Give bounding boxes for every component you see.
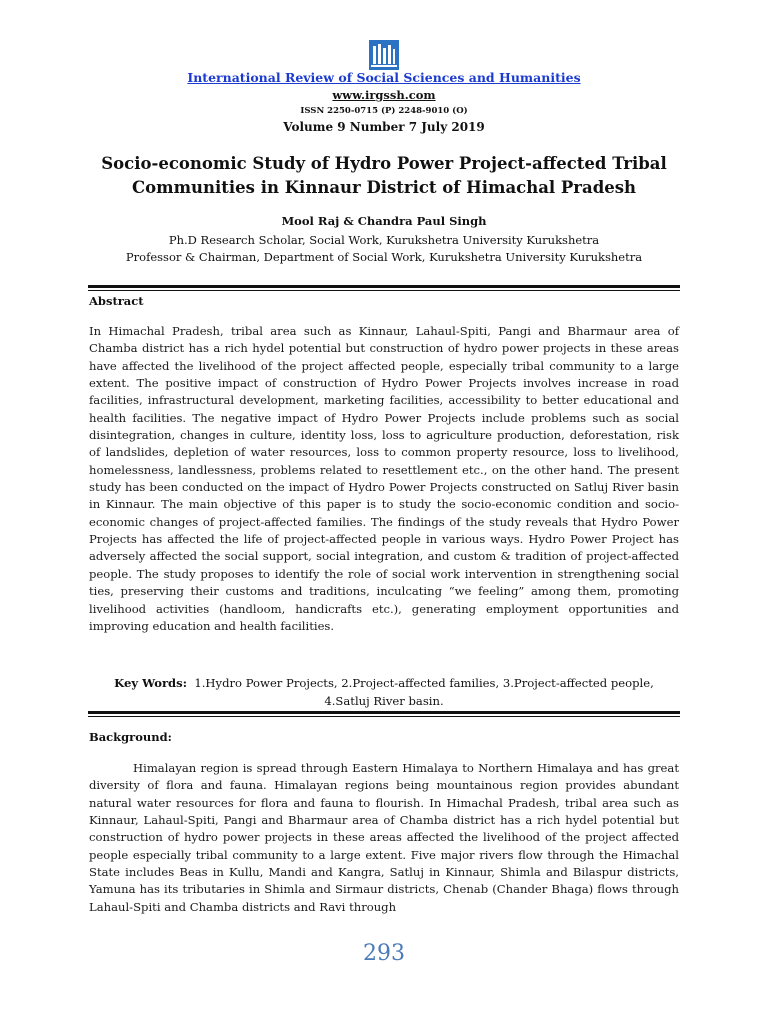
divider-thin-top xyxy=(88,290,680,291)
volume-line: Volume 9 Number 7 July 2019 xyxy=(283,120,485,134)
divider-thick-bottom xyxy=(88,711,680,714)
affiliation-2: Professor & Chairman, Department of Social Work, Kurukshetra University Kurukshetra xyxy=(125,250,643,264)
divider-thin-bottom xyxy=(88,716,680,717)
keywords-label: Key Words: xyxy=(114,676,187,690)
background-text: Himalayan region is spread through Eastern Himalaya to Northern Himalaya and has great diversity of flora and fauna. Himalayan regions being mountainous region provides abundant natural water resources for flora and fauna to flourish. In Himachal Pradesh, tribal area such as Kinnaur, Lahaul-Spiti, Pangi and Bharmaur area of Chamba district has a rich hydel potential but construction of hydro power projects in these areas affected the livelihood of the project affected people especially tribal community to a large extent. Five major rivers flow through the Himachal State includes Beas in Kullu, Mandi and Kangra, Satluj in Kinnaur, Shimla and Bilaspur districts, Yamuna has its tributaries in Shimla and Sirmaur districts, Chenab (Chander Bhaga) flows through Lahaul-Spiti and Chamba districts and Ravi through xyxy=(89,761,679,914)
authors: Mool Raj & Chandra Paul Singh xyxy=(281,214,487,228)
article-title xyxy=(60,152,708,200)
background-heading: Background: xyxy=(89,730,172,744)
divider-thick-top xyxy=(88,285,680,288)
keywords-line-1: 1.Hydro Power Projects, 2.Project-affected families, 3.Project-affected people, xyxy=(194,676,654,690)
article-title-line-1: Socio-economic Study of Hydro Power Project-affected Tribal xyxy=(101,154,667,173)
affiliation-1: Ph.D Research Scholar, Social Work, Kurukshetra University Kurukshetra xyxy=(168,233,600,247)
abstract-heading: Abstract xyxy=(89,294,144,308)
page-number: 293 xyxy=(363,941,405,966)
abstract-text: In Himachal Pradesh, tribal area such as Kinnaur, Lahaul-Spiti, Pangi and Bharmaur area of Chamba district has a rich hydel potential but construction of hydro power projects in these areas have affected the livelihood of the project affected people, especially tribal community to a large extent. The positive impact of construction of Hydro Power Projects involves increase in road facilities, infrastructural development, marketing facilities, accessibility to better educational and health facilities. The negative impact of Hydro Power Projects include problems such as social disintegration, changes in culture, identity loss, loss to agriculture production, deforestation, risk of landslides, depletion of water resources, loss to common property resource, loss to livelihood, homelessness, landlessness, problems related to resettlement etc., on the other hand. The present study has been conducted on the impact of Hydro Power Projects constructed on Satluj River basin in Kinnaur. The main objective of this paper is to study the socio-economic condition and socio-economic changes of project-affected families. The findings of the study reveals that Hydro Power Projects has affected the life of project-affected people in various ways. Hydro Power Project has adversely affected the social support, social integration, and custom & tradition of project-affected people. The study proposes to identify the role of social work intervention in strengthening social ties, preserving their customs and traditions, inculcating “we feeling” among them, promoting livelihood activities (handloom, handicrafts etc.), generating employment opportunities and improving education and health facilities. xyxy=(89,324,679,633)
journal-title-link[interactable]: International Review of Social Sciences and Humanities xyxy=(187,70,581,85)
journal-logo-icon xyxy=(369,40,399,70)
keywords-block xyxy=(89,675,679,710)
issn-line: ISSN 2250-0715 (P) 2248-9010 (O) xyxy=(300,106,468,116)
keywords-line-2: 4.Satluj River basin. xyxy=(324,693,444,708)
journal-website-link[interactable]: www.irgssh.com xyxy=(332,88,436,102)
article-title-line-2: Communities in Kinnaur District of Himachal Pradesh xyxy=(131,178,637,197)
